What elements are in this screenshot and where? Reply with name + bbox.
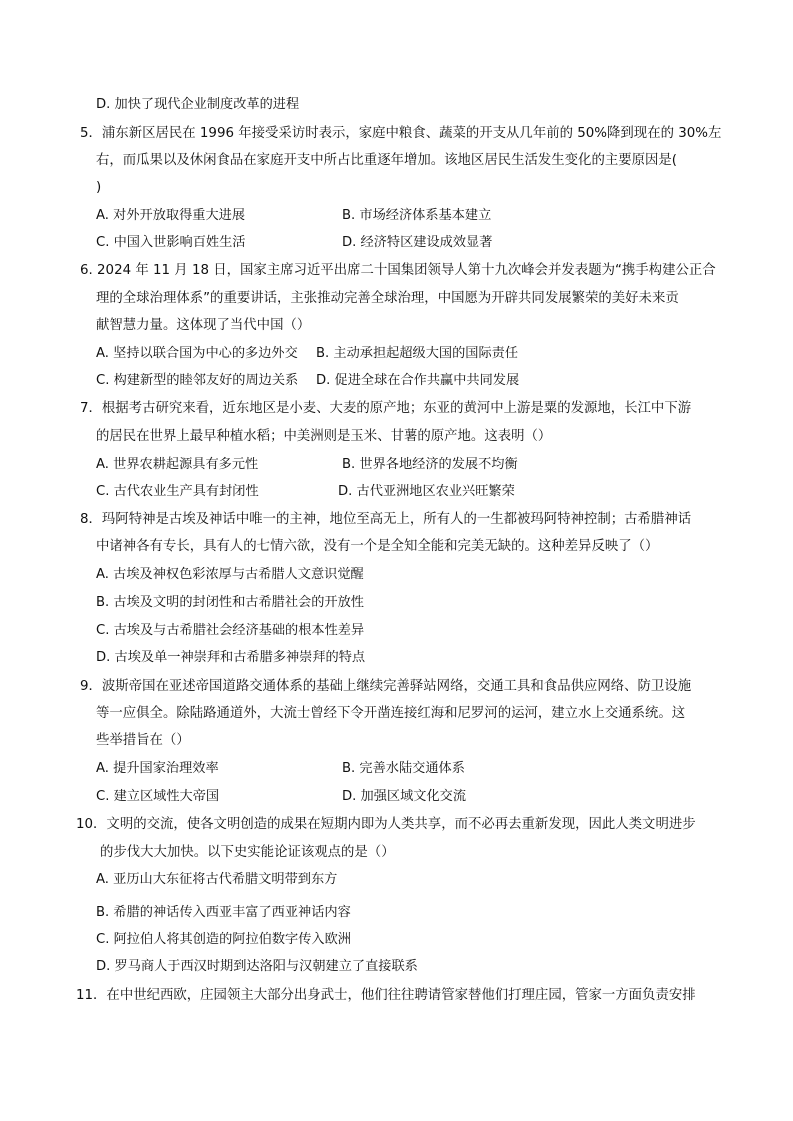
q7-option-a: A. 世界农耕起源具有多元性 (96, 457, 259, 472)
q10-option-a: A. 亚历山大东征将古代希腊文明带到东方 (96, 872, 338, 887)
q7-option-d: D. 古代亚洲地区农业兴旺繁荣 (338, 484, 515, 499)
q6-option-d: D. 促进全球在合作共赢中共同发展 (316, 373, 520, 388)
q5-stem-line-2: 右，而瓜果以及休闲食品在家庭开支中所占比重逐年增加。该地区居民生活发生变化的主要原因是( (96, 153, 678, 168)
q9-stem-line-2: 等一应俱全。除陆路通道外，大流士曾经下令开凿连接红海和尼罗河的运河，建立水上交通系统。这 (96, 706, 686, 721)
q5-option-a: A. 对外开放取得重大进展 (96, 208, 246, 223)
q10-option-d: D. 罗马商人于西汉时期到达洛阳与汉朝建立了直接联系 (96, 959, 418, 974)
q7-option-b: B. 世界各地经济的发展不均衡 (342, 457, 518, 472)
q10-option-c: C. 阿拉伯人将其创造的阿拉伯数字传入欧洲 (96, 932, 351, 947)
q6-stem-line-3: 献智慧力量。这体现了当代中国（） (96, 318, 311, 333)
q6-option-c: C. 构建新型的睦邻友好的周边关系 (96, 373, 299, 388)
q9-stem-line-1: 9．波斯帝国在亚述帝国道路交通体系的基础上继续完善驿站网络，交通工具和食品供应网络、防卫设施 (80, 679, 692, 694)
q6-stem-line-1: 6. 2024 年 11 月 18 日，国家主席习近平出席二十国集团领导人第十九次峰会并发表题为“携手构建公正合 (80, 263, 716, 278)
q8-option-d: D. 古埃及单一神崇拜和古希腊多神崇拜的特点 (96, 650, 366, 665)
q5-option-c: C. 中国入世影响百姓生活 (96, 235, 246, 250)
q9-stem-line-3: 些举措旨在（） (96, 733, 190, 748)
q8-option-c: C. 古埃及与古希腊社会经济基础的根本性差异 (96, 623, 365, 638)
q10-stem-line-1: 10．文明的交流，使各文明创造的成果在短期内即为人类共享，而不必再去重新发现，因此人类文明进步 (76, 817, 696, 832)
q6-stem-line-2: 理的全球治理体系”的重要讲话，主张推动完善全球治理，中国愿为开辟共同发展繁荣的美好未来贡 (96, 291, 679, 306)
q11-stem-line-1: 11．在中世纪西欧，庄园领主大部分出身武士，他们往往聘请管家替他们打理庄园，管家一方面负责安排 (76, 988, 696, 1003)
q5-option-d: D. 经济特区建设成效显著 (342, 235, 493, 250)
q4-option-d: D. 加快了现代企业制度改革的进程 (96, 97, 300, 112)
q8-option-a: A. 古埃及神权色彩浓厚与古希腊人文意识觉醒 (96, 567, 364, 582)
q9-option-c: C. 建立区域性大帝国 (96, 789, 220, 804)
q5-stem-line-1: 5．浦东新区居民在 1996 年接受采访时表示，家庭中粮食、蔬菜的开支从几年前的 50%降到现在的 30%左 (80, 126, 722, 141)
q8-stem-line-2: 中诸神各有专长，具有人的七情六欲，没有一个是全知全能和完美无缺的。这种差异反映了（） (96, 539, 659, 554)
q10-stem-line-2: 的步伐大大加快。以下史实能论证该观点的是（） (100, 845, 395, 860)
q5-option-b: B. 市场经济体系基本建立 (342, 208, 492, 223)
q9-option-d: D. 加强区域文化交流 (342, 789, 467, 804)
q7-stem-line-2: 的居民在世界上最早种植水稻；中美洲则是玉米、甘薯的原产地。这表明（） (96, 429, 552, 444)
q9-option-a: A. 提升国家治理效率 (96, 761, 219, 776)
q7-stem-line-1: 7．根据考古研究来看，近东地区是小麦、大麦的原产地；东亚的黄河中上游是粟的发源地，长江中下游 (80, 401, 692, 416)
q8-stem-line-1: 8．玛阿特神是古埃及神话中唯一的主神，地位至高无上，所有人的一生都被玛阿特神控制；古希腊神话 (80, 512, 692, 527)
q9-option-b: B. 完善水陆交通体系 (342, 761, 465, 776)
q7-option-c: C. 古代农业生产具有封闭性 (96, 484, 259, 499)
q8-option-b: B. 古埃及文明的封闭性和古希腊社会的开放性 (96, 595, 364, 610)
q6-option-a: A. 坚持以联合国为中心的多边外交 (96, 346, 298, 361)
q10-option-b: B. 希腊的神话传入西亚丰富了西亚神话内容 (96, 905, 351, 920)
q5-stem-line-3: ) (96, 180, 102, 195)
q6-option-b: B. 主动承担起超级大国的国际责任 (316, 346, 519, 361)
